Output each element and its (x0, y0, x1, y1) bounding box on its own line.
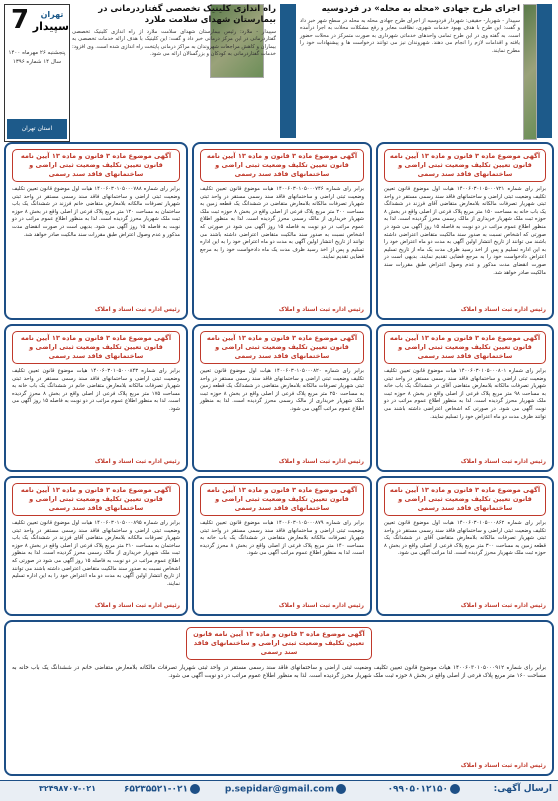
footer-label: ارسال آگهی: (493, 784, 552, 794)
story-photo-1 (523, 4, 537, 140)
notice-2 (192, 142, 372, 320)
notice-signature: رئیس اداره ثبت اسناد و املاک (94, 603, 180, 609)
notice-body: برابر رای شماره ۱۴۰۰۶۰۳۰۱۰۵۰۰۰۸۰۱ هیات موضوع قانون تعیین تکلیف وضعیت ثبتی اراضی و ساختمانهای فاقد سند رسمی مستقر در واحد ثبتی شهریار تصرفات مالکانه بلامعارض متقاضی آقای در ششدانگ یک باب خانه به مساحت ۹۸ متر مربع پلاک فرعی از اصلی واقع در بخش ۸ حوزه ثبت ملک شهریار محرز گردیده است. لذا به منظور اطلاع عموم مراتب در دو نوبت آگهی می شود. در صورتی که اشخاص اعتراضی داشته باشند می توانند ظرف مدت دو ماه اعتراض خود را تسلیم نمایند. (384, 368, 547, 420)
notice-signature: رئیس اداره ثبت اسناد و املاک (278, 459, 364, 465)
notice-title: آگهی موضوع ماده ۳ قانون و ماده ۱۳ آیین نامه قانون تعیین تکلیف وضعیت ثبتی اراضی و ساختمانهای فاقد سند رسمی (200, 483, 364, 516)
notice-body: برابر رای شماره ۱۴۰۰۶۰۳۰۱۰۵۰۰۰۸۲۰ هیات اول موضوع قانون تعیین تکلیف وضعیت ثبتی اراضی و ساختمانهای فاقد سند رسمی مستقر در واحد ثبتی شهریار تصرفات مالکانه بلامعارض متقاضی در ششدانگ یک قطعه زمین به مساحت ۲۵۰ متر مربع پلاک فرعی از اصلی واقع در بخش ۸ حوزه ثبت ملک شهریار خریداری از مالک رسمی محرز گردیده است. لذا به منظور اطلاع عموم مراتب آگهی می شود. (200, 368, 364, 412)
notice-signature: رئیس اداره ثبت اسناد و املاک (460, 603, 546, 609)
masthead (4, 4, 70, 142)
footer-phone-2 (124, 784, 202, 795)
footer-email (225, 784, 348, 795)
story-1-title: اجرای طرح جهادی «محله به محله» در فردوسیه (321, 4, 520, 14)
notice-title: آگهی موضوع ماده ۳ قانون و ماده ۱۳ آیین نامه قانون تعیین تکلیف وضعیت ثبتی اراضی و ساختمانهای فاقد سند رسمی (200, 149, 364, 182)
story-2-body: سپیدار - ملارد: رئیس بیمارستان شهدای سلامت ملارد از راه اندازی کلینیک تخصصی گفتاردرمانی در این مرکز درمانی خبر داد و گفت: این کلینیک با هدف ارائه خدمات تخصصی به بیماران و کاهش مراجعات شهروندان به مراکز درمانی پایتخت راه اندازی شده است. وی افزود: خدمات گفتاردرمانی به کودکان و بزرگسالان ارائه می شود. (72, 29, 276, 58)
notice-title: آگهی موضوع ماده ۳ قانون و ماده ۱۳ آیین نامه قانون تعیین تکلیف وضعیت ثبتی اراضی و ساختمانهای فاقد سند رسمی (12, 483, 180, 516)
story-1-band (536, 4, 552, 138)
newspaper-logo (32, 9, 69, 49)
section-banner (7, 119, 67, 139)
notice-3 (4, 142, 188, 320)
notice-9 (4, 476, 188, 616)
footer-phone-1 (388, 784, 462, 795)
notice-signature: رئیس اداره ثبت اسناد و املاک (278, 603, 364, 609)
notice-title: آگهی موضوع ماده ۳ قانون و ماده ۱۳ آیین نامه قانون تعیین تکلیف وضعیت ثبتی اراضی و ساختمانهای فاقد سند رسمی (384, 149, 546, 182)
notice-4 (376, 324, 554, 472)
page-footer (0, 780, 558, 801)
footer-phone-3 (39, 784, 96, 793)
notice-6 (4, 324, 188, 472)
notice-title: آگهی موضوع ماده ۳ قانون و ماده ۱۳ آیین نامه قانون تعیین تکلیف وضعیت ثبتی اراضی و ساختمانهای فاقد سند رسمی (384, 483, 546, 516)
notice-body: برابر رای شماره ۱۴۰۰۶۰۳۰۱۰۵۰۰۰۷۴۶ هیات موضوع قانون تعیین تکلیف وضعیت ثبتی اراضی و ساختمانهای فاقد سند رسمی مستقر در واحد ثبتی شهریار تصرفات مالکانه بلامعارض متقاضی در ششدانگ یک قطعه زمین به مساحت ۲۰۰ متر مربع پلاک فرعی از اصلی واقع در بخش ۸ حوزه ثبت ملک شهریار خریداری از مالک رسمی محرز گردیده است. لذا به منظور اطلاع عموم مراتب در دو نوبت به فاصله ۱۵ روز آگهی می شود در صورتی که اشخاص نسبت به صدور سند مالکیت متقاضی اعتراضی داشته باشند می توانند از تاریخ انتشار اولین آگهی به مدت دو ماه اعتراض خود را به این اداره تسلیم و پس از اخذ رسید ظرف مدت یک ماه دادخواست خود را به مرجع قضایی تقدیم نمایند. (200, 186, 364, 261)
notice-body: برابر رای شماره ۱۴۰۰۶۰۳۰۱۰۵۰۰۰۹۱۲ هیات موضوع قانون تعیین تکلیف وضعیت ثبتی اراضی و ساختمانهای فاقد سند رسمی مستقر در واحد ثبتی شهریار تصرفات مالکانه بلامعارض متقاضی خانم در ششدانگ یک باب خانه به مساحت ۱۶۰ متر مربع پلاک فرعی از اصلی واقع در بخش ۸ حوزه ثبت ملک شهریار محرز گردیده است. لذا به منظور اطلاع عموم مراتب در دو نوبت آگهی می شود. (12, 665, 546, 679)
notice-signature: رئیس اداره ثبت اسناد و املاک (94, 459, 180, 465)
notice-10 (4, 620, 554, 776)
story-2-text (72, 4, 276, 140)
phone-icon (190, 784, 200, 794)
notice-title: آگهی موضوع ماده ۳ قانون و ماده ۱۳ آیین نامه قانون تعیین تکلیف وضعیت ثبتی اراضی و ساختمانهای فاقد سند رسمی (384, 331, 546, 364)
issue-date: پنجشنبه ۲۶ مهرماه ۱۴۰۰ (8, 50, 66, 56)
story-1-body: سپیدار - شهریار- حقیقی: شهردار فردوسیه از اجرای طرح جهادی محله به محله در سطح شهر خبر داد و گفت: این طرح با هدف بهبود خدمات شهری، نظافت معابر و رفع مشکلات محلات به اجرا درآمده است. به گفته وی در این طرح تمامی واحدهای خدماتی شهرداری به صورت متمرکز در محلات حضور یافته و اقدامات لازم را انجام می دهند. شهروندان نیز می توانند درخواست ها و پیشنهادات خود را مطرح نمایند. (300, 18, 520, 54)
issue-info (7, 49, 67, 67)
notice-8 (192, 476, 372, 616)
notice-1 (376, 142, 554, 320)
email-icon (336, 784, 346, 794)
notice-signature: رئیس اداره ثبت اسناد و املاک (278, 307, 364, 313)
notice-body: برابر رای شماره ۱۴۰۰۶۰۳۰۱۰۵۰۰۰۸۷۹ هیات موضوع قانون تعیین تکلیف وضعیت ثبتی اراضی و ساختمانهای فاقد سند رسمی مستقر در واحد ثبتی شهریار تصرفات مالکانه بلامعارض متقاضی در ششدانگ یک باب خانه به مساحت ۱۴۰ متر مربع پلاک فرعی از اصلی واقع در بخش ۸ محرز گردیده است. لذا به منظور اطلاع عموم مراتب آگهی می شود. (200, 520, 364, 557)
page-number: 7 (10, 5, 30, 35)
footer-phone-2-text: ۶۵۲۳۵۵۲۱-۰۲۱ (123, 784, 188, 795)
notice-title: آگهی موضوع ماده ۳ قانون و ماده ۱۳ آیین نامه قانون تعیین تکلیف وضعیت ثبتی اراضی و ساختمانهای فاقد سند رسمی (12, 331, 180, 364)
footer-phone-3-text: ۳۲۴۹۸۷۰۷-۰۲۱ (38, 784, 96, 793)
phone-icon (450, 784, 460, 794)
logo-line-2: سپیدار (32, 20, 69, 33)
notice-body: برابر رای شماره ۱۴۰۰۶۰۳۰۱۰۵۰۰۰۸۶۲ هیات اول موضوع قانون تعیین تکلیف وضعیت ثبتی اراضی و ساختمانهای فاقد سند رسمی مستقر در واحد ثبتی شهریار تصرفات مالکانه بلامعارض متقاضی آقای در ششدانگ یک قطعه زمین به مساحت ۳۰۰ متر مربع پلاک فرعی از اصلی واقع در بخش ۸ حوزه ثبت ملک شهریار محرز گردیده است. لذا مراتب آگهی می شود. (384, 520, 546, 557)
notice-signature: رئیس اداره ثبت اسناد و املاک (460, 763, 546, 769)
notice-title: آگهی موضوع ماده ۳ قانون و ماده ۱۳ آیین نامه قانون تعیین تکلیف وضعیت ثبتی اراضی و ساختمانهای فاقد سند رسمی (186, 627, 372, 660)
footer-email-text: p.sepidar@gmail.com (224, 784, 334, 795)
notice-5 (192, 324, 372, 472)
footer-phone-1-text: ۰۹۹۰۵۰۱۲۱۵۰ (387, 784, 448, 795)
section-label: استان تهران (21, 125, 53, 132)
notice-title: آگهی موضوع ماده ۳ قانون و ماده ۱۳ آیین نامه قانون تعیین تکلیف وضعیت ثبتی اراضی و ساختمانهای فاقد سند رسمی (12, 149, 180, 182)
issue-number: سال ۱۴ شماره ۱۳۹۶ (12, 59, 62, 65)
notice-signature: رئیس اداره ثبت اسناد و املاک (460, 307, 546, 313)
story-1-text (300, 4, 520, 140)
notice-7 (376, 476, 554, 616)
notice-body: برابر رای شماره ۱۴۰۰۶۰۳۰۱۰۵۰۰۰۸۹۵ هیات اول موضوع قانون تعیین تکلیف وضعیت ثبتی اراضی و ساختمانهای فاقد سند رسمی مستقر در واحد ثبتی شهریار تصرفات مالکانه بلامعارض متقاضی آقای فرزند در ششدانگ یک باب ساختمان به مساحت ۲۱۰ متر مربع پلاک فرعی از اصلی واقع در بخش ۸ حوزه ثبت ملک شهریار خریداری از مالک رسمی محرز گردیده است. لذا به منظور اطلاع عموم مراتب در دو نوبت به فاصله ۱۵ روز آگهی می شود در صورتی که اشخاص نسبت به صدور سند مالکیت متقاضی اعتراضی داشته باشند می توانند از تاریخ انتشار اولین آگهی به مدت دو ماه اعتراض خود را به این اداره تسلیم نمایند. (12, 520, 180, 587)
notice-body: برابر رای شماره ۱۴۰۰۶۰۳۰۱۰۵۰۰۰۷۲۱ هیات اول موضوع قانون تعیین تکلیف وضعیت ثبتی اراضی و ساختمانهای فاقد سند رسمی مستقر در واحد ثبتی شهریار تصرفات مالکانه بلامعارض متقاضی آقای فرزند در ششدانگ یک باب خانه به مساحت ۱۵۰ متر مربع پلاک فرعی از اصلی واقع در بخش ۸ حوزه ثبت ملک شهریار خریداری از مالک رسمی محرز گردیده است. لذا به منظور اطلاع عموم مراتب در دو نوبت به فاصله ۱۵ روز آگهی می شود در صورتی که اشخاص نسبت به صدور سند مالکیت متقاضی اعتراضی داشته باشند می توانند از تاریخ انتشار اولین آگهی به مدت دو ماه اعتراض خود را به این اداره تسلیم و پس از اخذ رسید ظرف مدت یک ماه از تاریخ تسلیم اعتراض دادخواست خود را به مرجع قضایی تقدیم نمایند. بدیهی است در صورت انقضای مدت مذکور و عدم وصول اعتراض طبق مقررات سند مالکیت صادر خواهد شد. (384, 186, 547, 276)
notice-signature: رئیس اداره ثبت اسناد و املاک (460, 459, 546, 465)
notice-signature: رئیس اداره ثبت اسناد و املاک (94, 307, 180, 313)
logo-line-1: تهران (40, 10, 64, 19)
notice-title: آگهی موضوع ماده ۳ قانون و ماده ۱۳ آیین نامه قانون تعیین تکلیف وضعیت ثبتی اراضی و ساختمانهای فاقد سند رسمی (200, 331, 364, 364)
notice-body: برابر رای شماره ۱۴۰۰۶۰۳۰۱۰۵۰۰۰۷۸۸ هیات اول موضوع قانون تعیین تکلیف وضعیت ثبتی اراضی و ساختمانهای فاقد سند رسمی مستقر در واحد ثبتی شهریار تصرفات مالکانه بلامعارض متقاضی خانم فرزند در ششدانگ یک باب ساختمان به مساحت ۱۲۰ متر مربع پلاک فرعی از اصلی واقع در بخش ۸ حوزه ثبت ملک شهریار محرز گردیده است. لذا به منظور اطلاع عموم مراتب در دو نوبت به فاصله ۱۵ روز آگهی می شود. بدیهی است در صورت انقضای مدت مذکور و عدم وصول اعتراض طبق مقررات سند مالکیت صادر خواهد شد. (12, 186, 181, 238)
story-2-title: راه اندازی کلینیک تخصصی گفتاردرمانی در بیمارستان شهدای سلامت ملارد (98, 4, 276, 25)
notice-body: برابر رای شماره ۱۴۰۰۶۰۳۰۱۰۵۰۰۰۸۴۳ هیات موضوع قانون تعیین تکلیف وضعیت ثبتی اراضی و ساختمانهای فاقد سند رسمی مستقر در واحد ثبتی شهریار تصرفات مالکانه بلامعارض متقاضی خانم در ششدانگ یک باب خانه به مساحت ۱۷۵ متر مربع پلاک فرعی از اصلی واقع در بخش ۸ محرز گردیده است. لذا به منظور اطلاع عموم مراتب در دو نوبت به فاصله ۱۵ روز آگهی می شود. (12, 368, 181, 412)
story-2-band (280, 4, 296, 138)
